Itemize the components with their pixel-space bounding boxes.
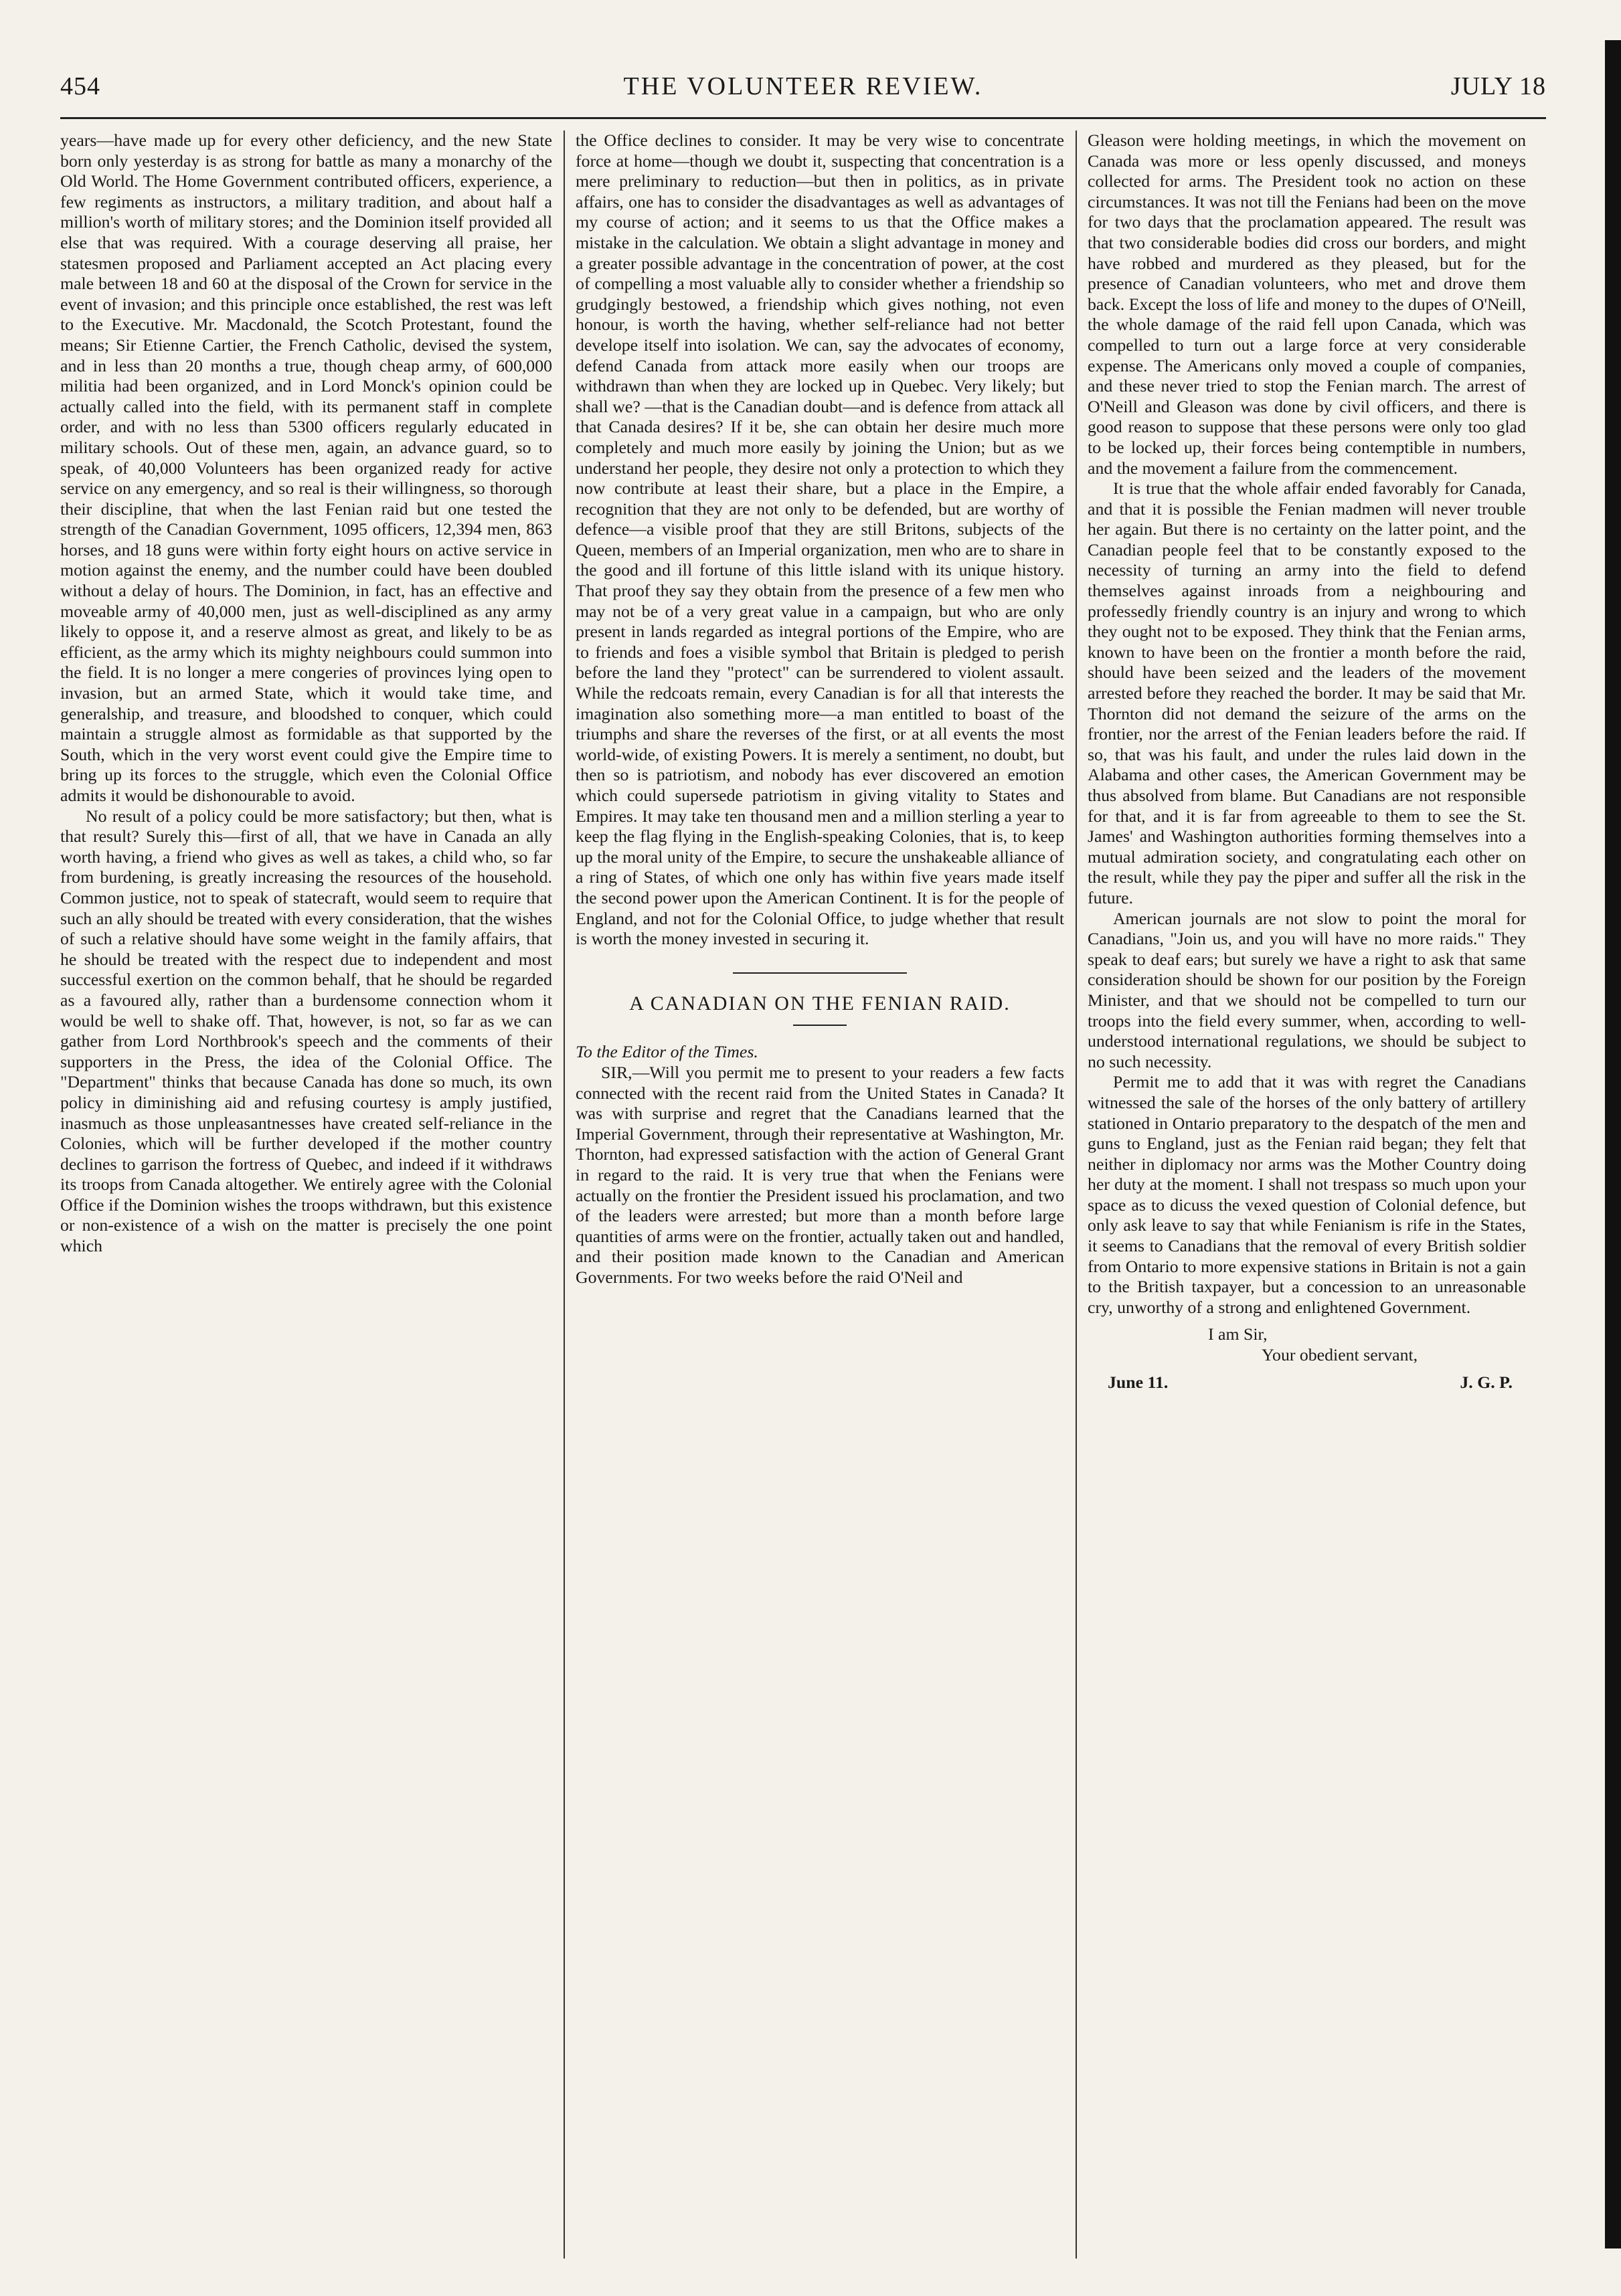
column-2 — [576, 130, 1064, 2265]
page-number: 454 — [60, 72, 100, 100]
section-title: A CANADIAN ON THE FENIAN RAID. — [629, 992, 1011, 1014]
newspaper-page — [60, 64, 1546, 2265]
letter-signature: J. G. P. — [1460, 1372, 1513, 1392]
publication-title: THE VOLUNTEER REVIEW. — [623, 72, 983, 100]
issue-date: JULY 18 — [1450, 72, 1546, 100]
letter-closing — [1088, 1324, 1526, 1365]
closing-salutation: I am Sir, — [1208, 1324, 1268, 1344]
column-1 — [60, 130, 552, 2265]
section-divider — [733, 972, 907, 974]
letter-paragraph: Gleason were holding meetings, in which the movement on Canada was more or less openly discussed, and moneys collected for arms. The President took no action on these circumstances. It was not till the Fenians had been on the move for two days that the proclamation appeared. The result was that two considerable bodies did cross our borders, and might have robbed and murdered as they pleased, but for the presence of Canadian volunteers, who met and drove them back. Except the loss of life and money to the dupes of O'Neill, the whole damage of the raid fell upon Canada, which was compelled to turn out a large force at very considerable expense. The Americans only moved a couple of companies, and these never tried to stop the Fenian march. The arrest of O'Neill and Gleason was done by civil officers, and there is good reason to suppose that these persons were only too glad to be locked up, their forces being contemptible in numbers, and the movement a failure from the commencement. — [1088, 130, 1526, 478]
column-divider — [1076, 130, 1077, 2259]
letter-paragraph: SIR,—Will you permit me to present to your readers a few facts connected with the recent raid from the United States in Canada? It was with surprise and regret that the Canadians learned that the Imperial Government, through their representative at Washington, Mr. Thornton, had expressed satisfaction with the action of General Grant in regard to the raid. It is very true that when the Fenians were actually on the frontier the President issued his proclamation, and two of the leaders were arrested; but more than a month before large quantities of arms were on the frontier, actually taken out and handled, and their position made known to the Canadian and American Governments. For two weeks before the raid O'Neil and — [576, 1062, 1064, 1287]
article-paragraph: years—have made up for every other deficiency, and the new State born only yesterday is as strong for battle as many a monarchy of the Old World. The Home Government contributed officers, experience, a few regiments as instructors, a military tradition, and about half a million's worth of military stores; and the Dominion itself provided all else that was required. With a courage deserving all praise, her statesmen proposed and Parliament accepted an Act placing every male between 18 and 60 at the disposal of the Crown for service in the event of invasion; and this principle once established, the rest was left to the Executive. Mr. Macdonald, the Scotch Protestant, found the means; Sir Etienne Cartier, the French Catholic, devised the system, and in less than 20 months a true, though cheap army, of 600,000 militia had been organized, and in Lord Monck's opinion could be actually called into the field, with its permanent staff in complete order, and with no less than 5300 officers regularly educated in military schools. Out of these men, again, an advance guard, so to speak, of 40,000 Volunteers has been organized ready for active service on any emergency, and so real is their willingness, so thorough their discipline, that when the last Fenian raid but one tested the strength of the Canadian Government, 1095 officers, 12,394 men, 863 horses, and 18 guns were within forty eight hours on active service in motion against the enemy, and the number could have been doubled without a delay of hours. The Dominion, in fact, has an effective and moveable army of 40,000 men, just as well-disciplined as any army likely to oppose it, and a reserve almost as great, and likely to be as efficient, as the army which its mighty neighbours could summon into the field. It is no longer a mere congeries of provinces lying open to invasion, but an armed State, which it would take time, and generalship, and treasure, and bloodshed to conquer, which could maintain a struggle almost as formidable as that supported by the South, which in the very worst event could give the Empire time to bring up its forces to the struggle, which even the Colonial Office admits it would be dishonourable to avoid. — [60, 130, 552, 805]
column-divider — [564, 130, 565, 2259]
article-paragraph: the Office declines to consider. It may be very wise to concentrate force at home—though we doubt it, suspecting that concentration is a mere preliminary to reduction—but then in politics, as in private affairs, one has to consider the disadvantages as well as advantages of my course of action; and it seems to us that the Office makes a mistake in the calculation. We obtain a slight advantage in money and a greater possible advantage in the concentration of power, at the cost of compelling a most valuable ally to consider whether a friendship so grudgingly bestowed, a friendship which gives nothing, not even honour, is worth the having, whether self-reliance had not better develope itself into isolation. We can, say the advocates of economy, defend Canada from attack more easily when our troops are withdrawn than when they are locked up in Quebec. Very likely; but shall we? —that is the Canadian doubt—and is defence from attack all that Canada desires? If it be, she can obtain her desire much more completely and much more easily by joining the Union; but as we understand her people, they desire not only a protection to which they now contribute at least their share, but a place in the Empire, a recognition that they are not only to be defended, but are worthy of defence—a visible proof that they are still Britons, subjects of the Queen, members of an Imperial organization, men who are to share in the good and ill fortune of this little island with its unique history. That proof they say they obtain from the presence of a few men who may not be of a very great value in a campaign, but who are only present in lands regarded as integral portions of the Empire, who are to friends and foes a visible symbol that Britain is pledged to perish before the land they "protect" can be surrendered to violent assault. While the redcoats remain, every Canadian is for all that interests the imagination also something more—a man entitled to boast of the triumphs and share the reverses of the first, or at all events the most world-wide, of existing Powers. It is merely a sentiment, no doubt, but then so is patriotism, and nobody has ever discovered an emotion which could supersede patriotism in giving vitality to States and Empires. It may take ten thousand men and a million sterling a year to keep the flag flying in the English-speaking Colonies, that is, to keep up the moral unity of the Empire, to secure the unshakeable alliance of a ring of States, of which one only has within five years made itself the second power upon the American Continent. It is for the people of England, and not for the Colonial Office, to judge whether that result is worth the money invested in securing it. — [576, 130, 1064, 949]
article-paragraph: No result of a policy could be more satisfactory; but then, what is that result? Surely this—first of all, that we have in Canada an ally worth having, a friend who gives as well as takes, a child who, so far from burdening, is greatly increasing the resources of the household. Common justice, not to speak of statecraft, would seem to require that such an ally should be treated with every consideration, that the wishes of such a relative should have some weight in the family affairs, that he should be treated with the respect due to independent and most successful exertion on the common behalf, that he should be regarded as a favoured ally, rather than a burdensome connection whom it would be well to shake off. That, however, is not, so far as we can gather from Lord Northbrook's speech and the comments of their supporters in the Press, the idea of the Colonial Office. The "Department" thinks that because Canada has done so much, its own policy in diminishing aid and refusing courtesy is amply justified, inasmuch as those unpleasantnesses have created self-reliance in the Colonies, which will be further developed if the mother country declines to garrison the fortress of Quebec, and indeed if it withdraws its troops from Canada altogether. We entirely agree with the Colonial Office if the Dominion wishes the troops withdrawn, but this existence or non-existence of a wish on the matter is precisely the one point which — [60, 806, 552, 1256]
letter-paragraph: American journals are not slow to point the moral for Canadians, "Join us, and you will have no more raids." They speak to deaf ears; but surely we have a right to ask that same consideration should be shown for our position by the Foreign Minister, and that we should not be compelled to turn our troops into the field every summer, when, according to well-understood international regulations, we should be subject to no such necessity. — [1088, 908, 1526, 1071]
signature-row — [1088, 1373, 1526, 1399]
letter-paragraph: Permit me to add that it was with regret the Canadians witnessed the sale of the horses of the only battery of artillery stationed in Ontario preparatory to the despatch of the men and guns to England, just as the Fenian raid began; they felt that neither in diplomacy nor arms was the Mother Country doing her duty at the moment. I shall not trespass so much upon your space as to dicuss the vexed question of Colonial defence, but only ask leave to say that while Fenianism is rife in the States, it seems to Canadians that the removal of every British soldier from Ontario to more expensive stations in Britain is not a gain to the British taxpayer, but a concession to an unreasonable cry, unworthy of a strong and enlightened Government. — [1088, 1072, 1526, 1317]
column-3 — [1088, 130, 1526, 2265]
closing-valediction: Your obedient servant, — [1262, 1345, 1418, 1365]
letter-paragraph: It is true that the whole affair ended favorably for Canada, and that it is possible the Fenian madmen will never trouble her again. But there is no certainty on the latter point, and the Canadian people feel that to be constantly exposed to the necessity of turning an army into the field to defend themselves against inroads from a neighbouring and professedly friendly country is an injury and wrong to which they ought not to be exposed. They think that the Fenian arms, known to have been on the frontier a month before the raid, should have been seized and the leaders of the movement arrested before they reached the border. It may be said that Mr. Thornton did not demand the seizure of the arms on the frontier, nor the arrest of the Fenian leaders before the raid. If so, that was his fault, and under the rules laid down in the Alabama and other cases, the American Government may be thus absolved from blame. But Canadians are not responsible for that, and it is far from agreeable to them to see the St. James' and Washington authorities forming themselves into a mutual admiration society, and congratulating each other on the result, while they pay the piper and suffer all the risk in the future. — [1088, 478, 1526, 907]
page-edge-shadow — [1605, 40, 1621, 2248]
letter-date: June 11. — [1108, 1372, 1169, 1392]
section-divider — [793, 1025, 847, 1026]
letter-addressee: To the Editor of the Times. — [576, 1042, 758, 1062]
page-header — [60, 64, 1546, 119]
